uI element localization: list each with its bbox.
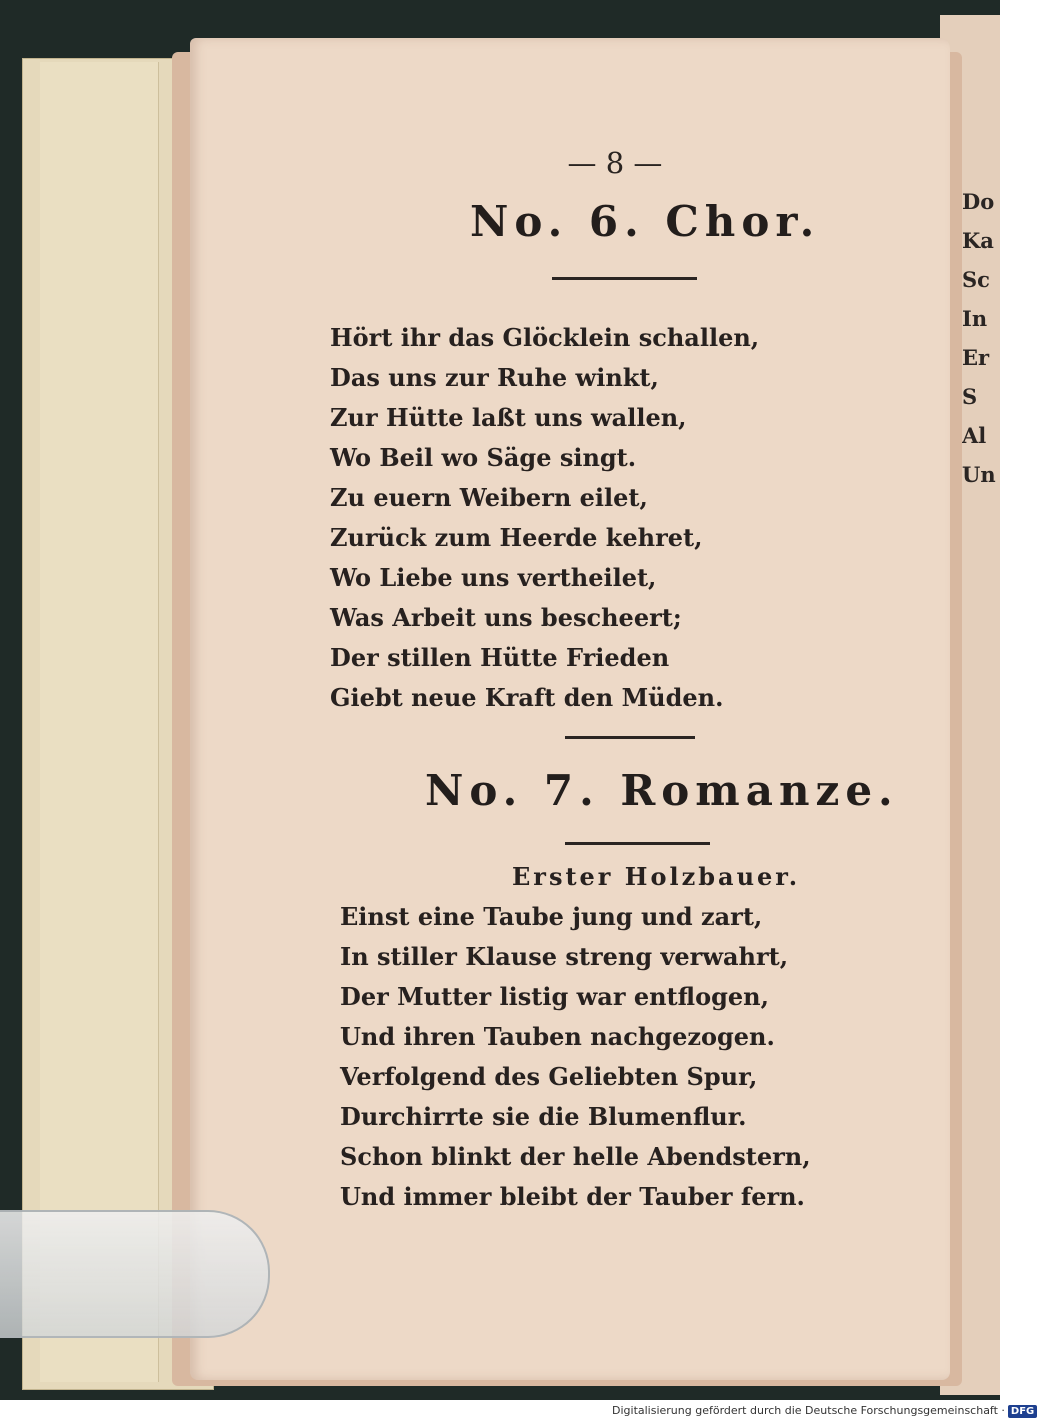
verse-line: Der Mutter listig war entflogen, [340, 982, 769, 1011]
verse-line: Das uns zur Ruhe winkt, [330, 363, 659, 392]
verse-line: Und ihren Tauben nachgezogen. [340, 1022, 775, 1051]
verse-line: Hört ihr das Glöcklein schallen, [330, 323, 760, 352]
heading-7-rule [565, 842, 710, 845]
left-page-edge [40, 62, 159, 1382]
next-page-text [962, 182, 1000, 494]
next-page-fragment: Ka [962, 228, 994, 253]
verse-line: Giebt neue Kraft den Müden. [330, 683, 724, 712]
verse-line: Was Arbeit uns bescheert; [330, 603, 682, 632]
verse-line: Zurück zum Heerde kehret, [330, 523, 703, 552]
section-6-heading: No. 6. Chor. [470, 197, 821, 246]
next-page-fragment: Al [962, 423, 987, 448]
verse-line: Zu euern Weibern eilet, [330, 483, 648, 512]
verse-line: Wo Liebe uns vertheilet, [330, 563, 657, 592]
next-page-fragment: Do [962, 189, 995, 214]
verse-line: Der stillen Hütte Frieden [330, 643, 670, 672]
verse-line: Wo Beil wo Säge singt. [330, 443, 637, 472]
footer-text: Digitalisierung gefördert durch die Deutsche Forschungsgemeinschaft · [612, 1404, 1005, 1417]
next-page-fragment: Sc [962, 267, 990, 292]
verse-line: Einst eine Taube jung und zart, [340, 902, 763, 931]
verse-line: Durchirrte sie die Blumenflur. [340, 1102, 747, 1131]
section-divider-rule [565, 736, 695, 739]
next-page-fragment: Un [962, 462, 996, 487]
next-page-fragment: S [962, 384, 978, 409]
next-page-fragment: Er [962, 345, 990, 370]
verse-line: Und immer bleibt der Tauber fern. [340, 1182, 805, 1211]
dfg-logo: DFG [1008, 1405, 1037, 1418]
heading-6-rule [552, 277, 697, 280]
verse-line: Verfolgend des Geliebten Spur, [340, 1062, 758, 1091]
speaker-label: Erster Holzbauer. [512, 862, 801, 891]
footer-credit [612, 1404, 1037, 1418]
next-page-fragment: In [962, 306, 988, 331]
verse-line: Schon blinkt der helle Abendstern, [340, 1142, 811, 1171]
page-number: — 8 — [567, 146, 663, 180]
verse-line: Zur Hütte laßt uns wallen, [330, 403, 687, 432]
verse-line: In stiller Klause streng verwahrt, [340, 942, 789, 971]
page-holder-clip [0, 1210, 270, 1338]
section-7-heading: No. 7. Romanze. [425, 766, 899, 815]
